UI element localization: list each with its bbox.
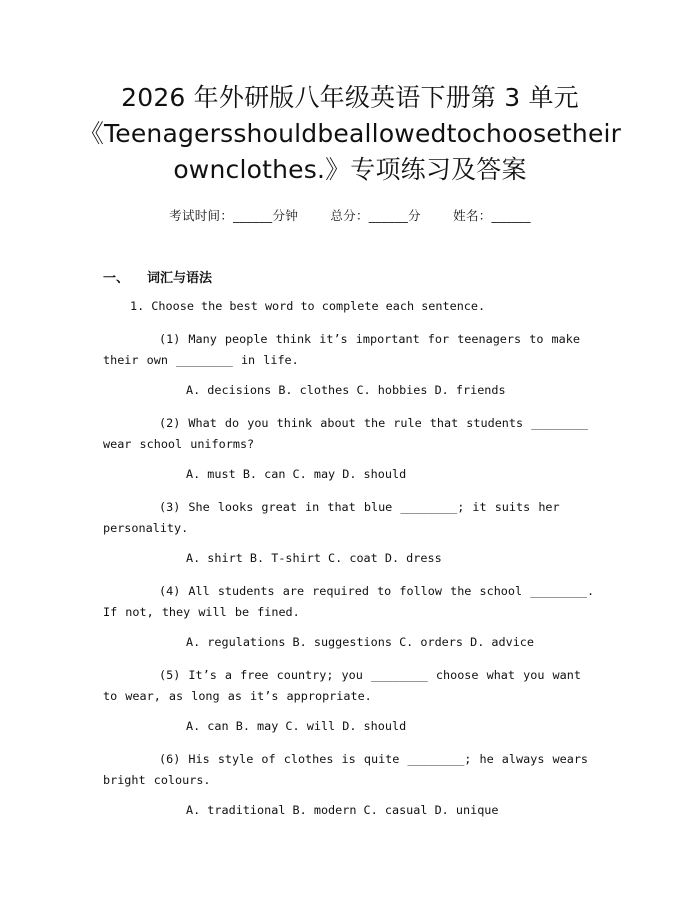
question-6-options: A. traditional B. modern C. casual D. unique	[186, 803, 499, 817]
question-5-options: A. can B. may C. will D. should	[186, 719, 407, 733]
question-1-text: (1) Many people think it’s important for teenagers to make their own ________ in life.	[103, 332, 580, 367]
question-6-text: (6) His style of clothes is quite ________; he always wears bright colours.	[103, 752, 589, 787]
exam-time-field: 考试时间：______分钟	[169, 208, 299, 223]
exam-meta-row	[0, 206, 700, 224]
student-name-field: 姓名：______	[453, 208, 531, 223]
question-4-options: A. regulations B. suggestions C. orders D. advice	[186, 635, 535, 649]
question-3-text: (3) She looks great in that blue ________; it suits her personality.	[103, 500, 560, 535]
title-line-3: ownclothes.》专项练习及答案	[173, 155, 527, 184]
instruction-text: 1. Choose the best word to complete each sentence.	[130, 299, 486, 313]
document-title	[60, 80, 640, 188]
question-3-options: A. shirt B. T-shirt C. coat D. dress	[186, 551, 442, 565]
question-2-text: (2) What do you think about the rule that students ________ wear school uniforms?	[103, 416, 589, 451]
total-score-field: 总分：______分	[330, 208, 421, 223]
question-1-options: A. decisions B. clothes C. hobbies D. friends	[186, 383, 506, 397]
title-line-2: 《Teenagersshouldbeallowedtochoosetheir	[78, 119, 622, 148]
section-heading	[103, 267, 212, 286]
question-5-text: (5) It’s a free country; you ________ choose what you want to wear, as long as it’s appropriate.	[103, 668, 581, 703]
question-2-options: A. must B. can C. may D. should	[186, 467, 407, 481]
question-4-text: (4) All students are required to follow the school ________. If not, they will be fined.	[103, 584, 595, 619]
title-line-1: 2026 年外研版八年级英语下册第 3 单元	[121, 83, 579, 112]
section-number: 一、	[103, 271, 130, 286]
section-title: 词汇与语法	[147, 271, 213, 286]
